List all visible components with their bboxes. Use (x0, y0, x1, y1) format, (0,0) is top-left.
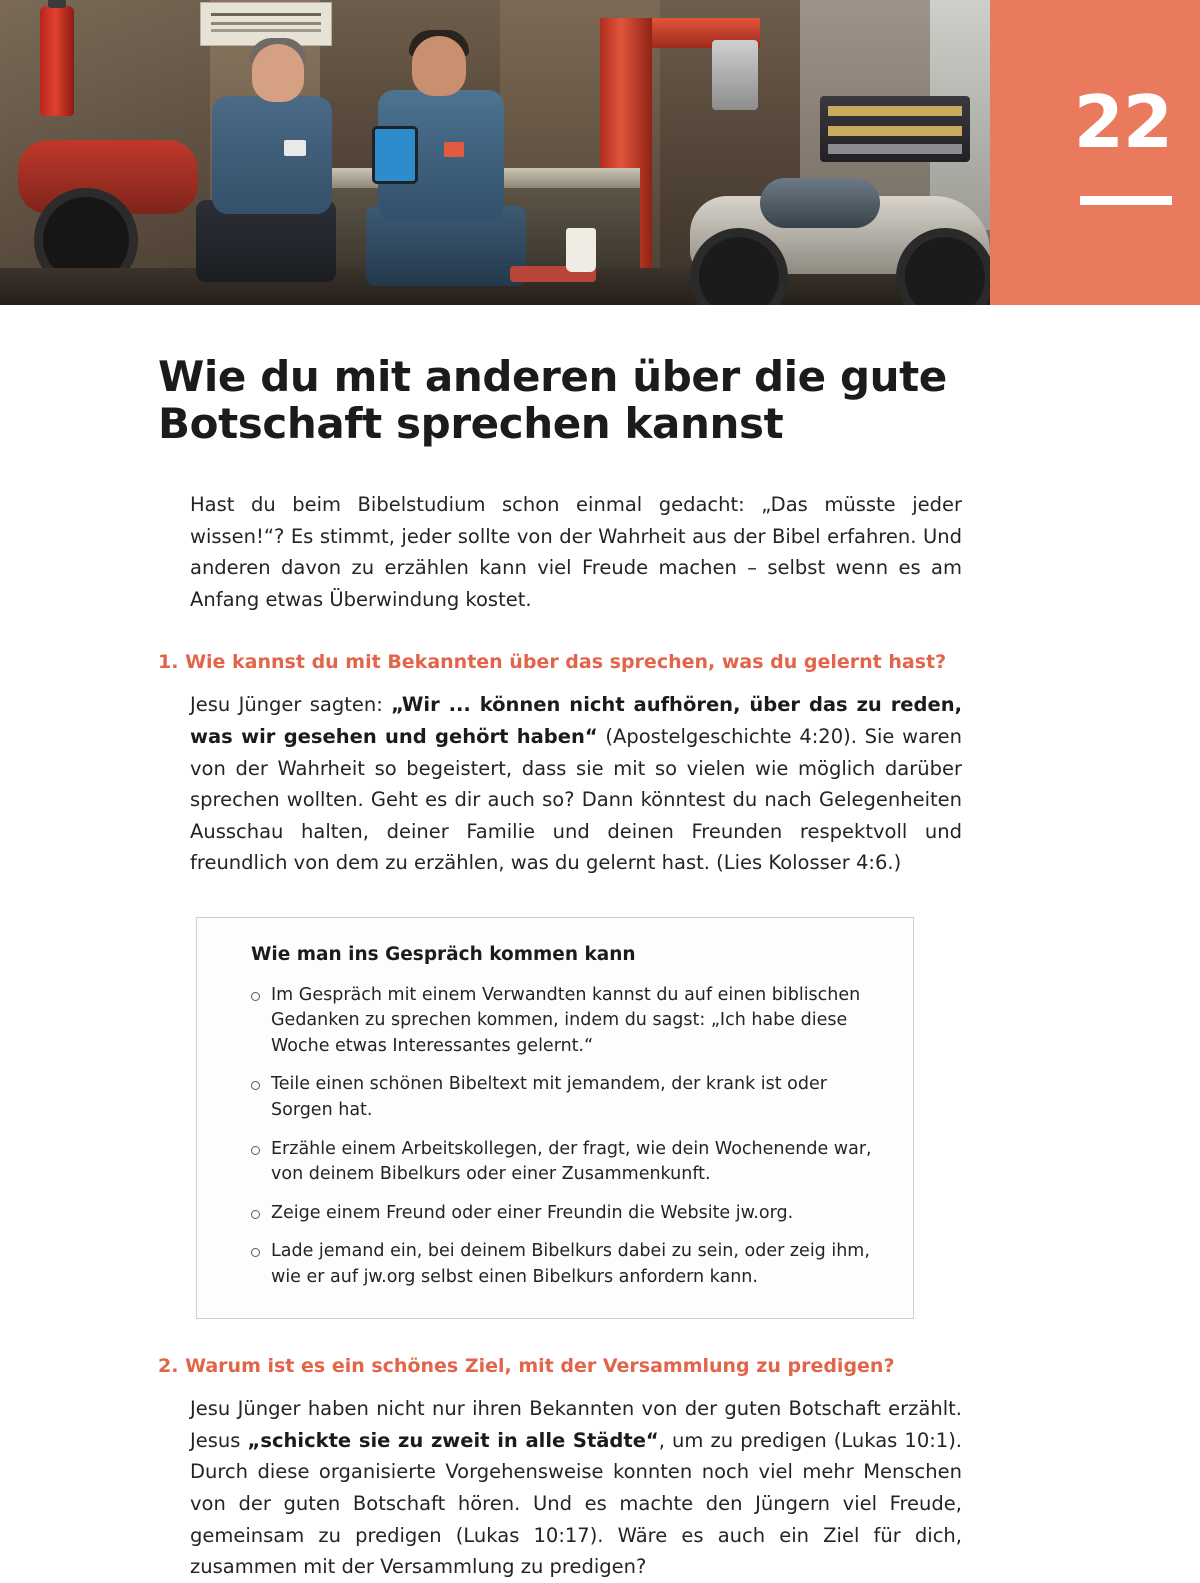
question-number-2: 2. (158, 1355, 179, 1378)
photo-toolbox (820, 96, 970, 162)
photo-hoist-head (712, 40, 758, 110)
photo-name-badge (444, 142, 464, 157)
question-paragraph-1 (190, 689, 962, 878)
photo-motorcycle-tank (760, 178, 880, 228)
scripture-quote-2: „schickte sie zu zweit in alle Städte“ (247, 1428, 659, 1452)
paragraph-lead-2: Jesu Jünger haben nicht nur ihren Bekannten von der guten Botschaft erzählt. Jesus (190, 1397, 962, 1452)
question-heading-1 (158, 651, 968, 673)
photo-person-seated-torso (212, 96, 332, 214)
chapter-number-underline (1080, 196, 1172, 205)
question-text-2: Warum ist es ein schönes Ziel, mit der Versammlung zu predigen? (185, 1355, 895, 1378)
garage-photo (0, 0, 990, 305)
hero-banner (0, 0, 1200, 305)
box-title: Wie man ins Gespräch kommen kann (251, 943, 636, 965)
question-text-1: Wie kannst du mit Bekannten über das sprechen, was du gelernt hast? (185, 651, 947, 674)
paragraph-rest-2: , um zu predigen (Lukas 10:1). Durch diese organisierte Vorgehensweise konnten noch viel mehr Menschen von der guten Botschaft hören. Und es machte den Jüngern viel Freude, gemeinsam zu predigen (Lukas 10:17). Wäre es auch ein Ziel für dich, zusammen mit der Versammlung zu predigen? (190, 1428, 963, 1579)
chapter-number-block (990, 0, 1200, 305)
list-item: Im Gespräch mit einem Verwandten kannst du auf einen biblischen Gedanken zu sprechen kommen, indem du sagst: „Ich habe diese Woche etwas Interessantes gelernt.“ (225, 983, 885, 1060)
question-heading-2 (158, 1355, 968, 1377)
list-item: Teile einen schönen Bibeltext mit jemandem, der krank ist oder Sorgen hat. (225, 1072, 885, 1123)
conversation-tips-box (196, 917, 914, 1319)
paragraph-lead-1: Jesu Jünger sagten: (190, 693, 392, 717)
photo-person-standing-head (412, 36, 466, 96)
question-paragraph-2 (190, 1393, 962, 1582)
photo-name-badge (284, 140, 306, 156)
list-item: Zeige einem Freund oder einer Freundin die Website jw.org. (225, 1201, 885, 1227)
box-list (225, 983, 885, 1290)
chapter-number: 22 (1073, 80, 1172, 164)
article-body (0, 305, 1200, 1583)
photo-person-seated-head (252, 44, 304, 102)
intro-paragraph: Hast du beim Bibelstudium schon einmal gedacht: „Das müsste jeder wissen!“? Es stimmt, jeder sollte von der Wahrheit aus der Bibel erfahren. Und anderen davon zu erzählen kann viel Freude machen – selbst wenn es am Anfang etwas Überwindung kostet. (190, 493, 962, 611)
list-item: Lade jemand ein, bei deinem Bibelkurs dabei zu sein, oder zeig ihm, wie er auf jw.org selbst einen Bibelkurs anfordern kann. (225, 1239, 885, 1290)
list-item: Erzähle einem Arbeitskollegen, der fragt, wie dein Wochenende war, von deinem Bibelkurs oder einer Zusammenkunft. (225, 1137, 885, 1188)
paragraph-rest-1: (Apostelgeschichte 4:20). Sie waren von der Wahrheit so begeistert, dass sie mit so vielen wie möglich darüber sprechen wollten. Geht es dir auch so? Dann könntest du nach Gelegenheiten Ausschau halten, deiner Familie und deinen Freunden respektvoll und freundlich von dem zu erzählen, was du gelernt hast. (Lies Kolosser 4:6.) (190, 724, 962, 875)
photo-coffee-cup (566, 228, 596, 272)
question-number-1: 1. (158, 651, 179, 674)
scripture-quote-1: „Wir ... können nicht aufhören, über das zu reden, was wir gesehen und gehört haben“ (190, 693, 963, 748)
fire-extinguisher-icon (40, 6, 74, 116)
page-title: Wie du mit anderen über die gute Botschaft sprechen kannst (158, 352, 947, 449)
tablet-device-icon (372, 126, 418, 184)
